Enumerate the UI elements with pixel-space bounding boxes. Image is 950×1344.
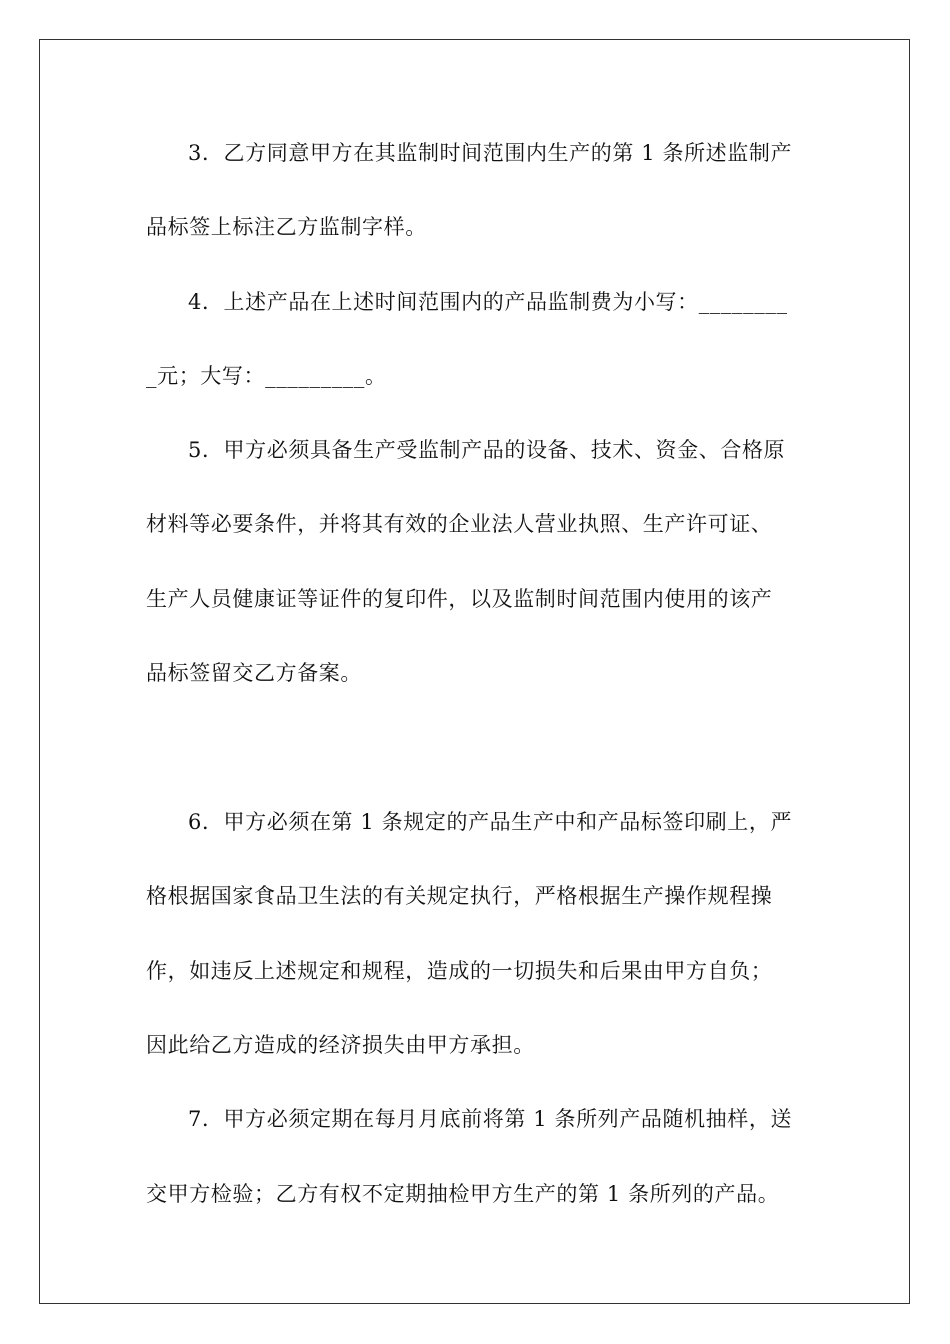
clause-7-line-2: 交甲方检验；乙方有权不定期抽检甲方生产的第 1 条所列的产品。 bbox=[146, 1182, 780, 1206]
clause-6-line-3: 作，如违反上述规定和规程，造成的一切损失和后果由甲方自负； bbox=[146, 959, 773, 983]
clause-4-line-2: _元；大写：_________。 bbox=[146, 364, 387, 388]
clause-4-line-1: 4．上述产品在上述时间范围内的产品监制费为小写：________ bbox=[188, 290, 788, 314]
clause-3-line-1: 3．乙方同意甲方在其监制时间范围内生产的第 1 条所述监制产 bbox=[188, 141, 793, 165]
clause-6-line-2: 格根据国家食品卫生法的有关规定执行，严格根据生产操作规程操 bbox=[146, 884, 773, 908]
clause-5-line-4: 品标签留交乙方备案。 bbox=[146, 661, 362, 685]
clause-6-line-1: 6．甲方必须在第 1 条规定的产品生产中和产品标签印刷上，严 bbox=[188, 810, 793, 834]
clause-5-line-2: 材料等必要条件，并将其有效的企业法人营业执照、生产许可证、 bbox=[146, 512, 773, 536]
clause-6-line-4: 因此给乙方造成的经济损失由甲方承担。 bbox=[146, 1033, 535, 1057]
clause-7-line-1: 7．甲方必须定期在每月月底前将第 1 条所列产品随机抽样，送 bbox=[188, 1107, 793, 1131]
clause-5-line-1: 5．甲方必须具备生产受监制产品的设备、技术、资金、合格原 bbox=[188, 438, 786, 462]
clause-5-line-3: 生产人员健康证等证件的复印件，以及监制时间范围内使用的该产 bbox=[146, 587, 773, 611]
clause-3-line-2: 品标签上标注乙方监制字样。 bbox=[146, 215, 427, 239]
